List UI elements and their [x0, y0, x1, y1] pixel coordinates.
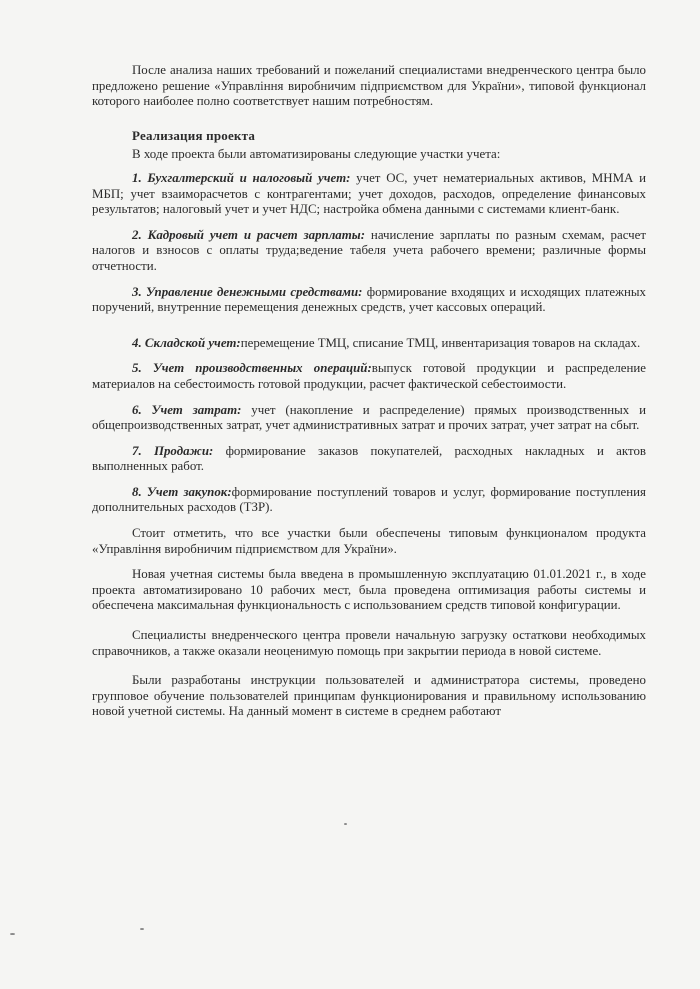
list-item [92, 171, 646, 218]
list-item-text: формирование поступлений товаров и услуг, формирование поступления дополнительных расходов (ТЗР). [92, 484, 646, 515]
list-item [92, 285, 646, 316]
list-item-title: 5. Учет производственных операций: [132, 361, 372, 376]
list-item-title: 7. Продажи: [132, 443, 214, 458]
list-item-text: начисление зарплаты по разным схемам, расчет налогов и взносов с оплаты труда;ведение табеля учета рабочего времени; различные формы отчетности. [92, 227, 646, 273]
list-item [92, 336, 646, 352]
scan-speck [140, 928, 144, 930]
scan-speck [10, 933, 15, 935]
section-lead: В ходе проекта были автоматизированы следующие участки учета: [132, 147, 501, 162]
list-item-title: 1. Бухгалтерский и налоговый учет: [132, 170, 351, 185]
list-item-text: формирование входящих и исходящих платежных поручений, внутренние перемещения денежных средств, учет кассовых операций. [92, 284, 646, 315]
list-item [92, 444, 646, 475]
body-paragraph: Стоит отметить, что все участки были обеспечены типовым функционалом продукта «Управління виробничим підприємством для України». [92, 526, 646, 556]
scan-speck [344, 823, 347, 825]
list-item [92, 403, 646, 434]
list-item-title: 3. Управление денежными средствами: [132, 284, 363, 299]
section-title: Реализация проекта [132, 127, 256, 143]
body-paragraph: Специалисты внедренческого центра провели начальную загрузку остаткови необходимых справочников, а также оказали неоценимую помощь при закрытии периода в новой системе. [92, 628, 646, 658]
list-item-text: формирование заказов покупателей, расходных накладных и актов выполненных работ. [92, 443, 646, 474]
body-paragraph: Новая учетная системы была введена в промышленную эксплуатацию 01.01.2021 г., в ходе проекта автоматизировано 10 рабочих мест, была проведена оптимизация работы системы и обеспечена максимальная функциональность с использованием средств типовой конфигурации. [92, 567, 646, 613]
list-item-title: 6. Учет затрат: [132, 402, 242, 417]
list-item-text: перемещение ТМЦ, списание ТМЦ, инвентаризация товаров на складах. [240, 335, 641, 350]
list-item-title: 4. Складской учет: [132, 335, 241, 350]
list-item-title: 2. Кадровый учет и расчет зарплаты: [132, 227, 366, 242]
list-item-title: 8. Учет закупок: [132, 484, 232, 499]
list-item [92, 228, 646, 275]
body-paragraph: Были разработаны инструкции пользователей и администратора системы, проведено групповое обучение пользователей принципам функционирования и правильному использованию новой учетной системы. На данный момент в системе в среднем работают [92, 673, 646, 719]
list-item-text: учет ОС, учет нематериальных активов, МНМА и МБП; учет взаиморасчетов с контрагентами; учет доходов, расходов, определение финансовых результатов; налоговый учет и учет НДС; настройка обмена данными с системами клиент-банк. [92, 170, 646, 217]
list-item-text: учет (накопление и распределение) прямых производственных и общепроизводственных затрат, учет административных затрат и прочих затрат, учет затрат на сбыт. [92, 402, 646, 433]
document-body [92, 63, 646, 720]
list-item [92, 485, 646, 516]
intro-paragraph: После анализа наших требований и пожеланий специалистами внедренческого центра было предложено решение «Управління виробничим підприємством для України», типовой функционал которого наиболее полно соответствует нашим потребностям. [92, 63, 646, 109]
list-item-text: выпуск готовой продукции и распределение материалов на себестоимость готовой продукции, расчет фактической себестоимости. [92, 361, 646, 391]
list-item [92, 361, 646, 392]
